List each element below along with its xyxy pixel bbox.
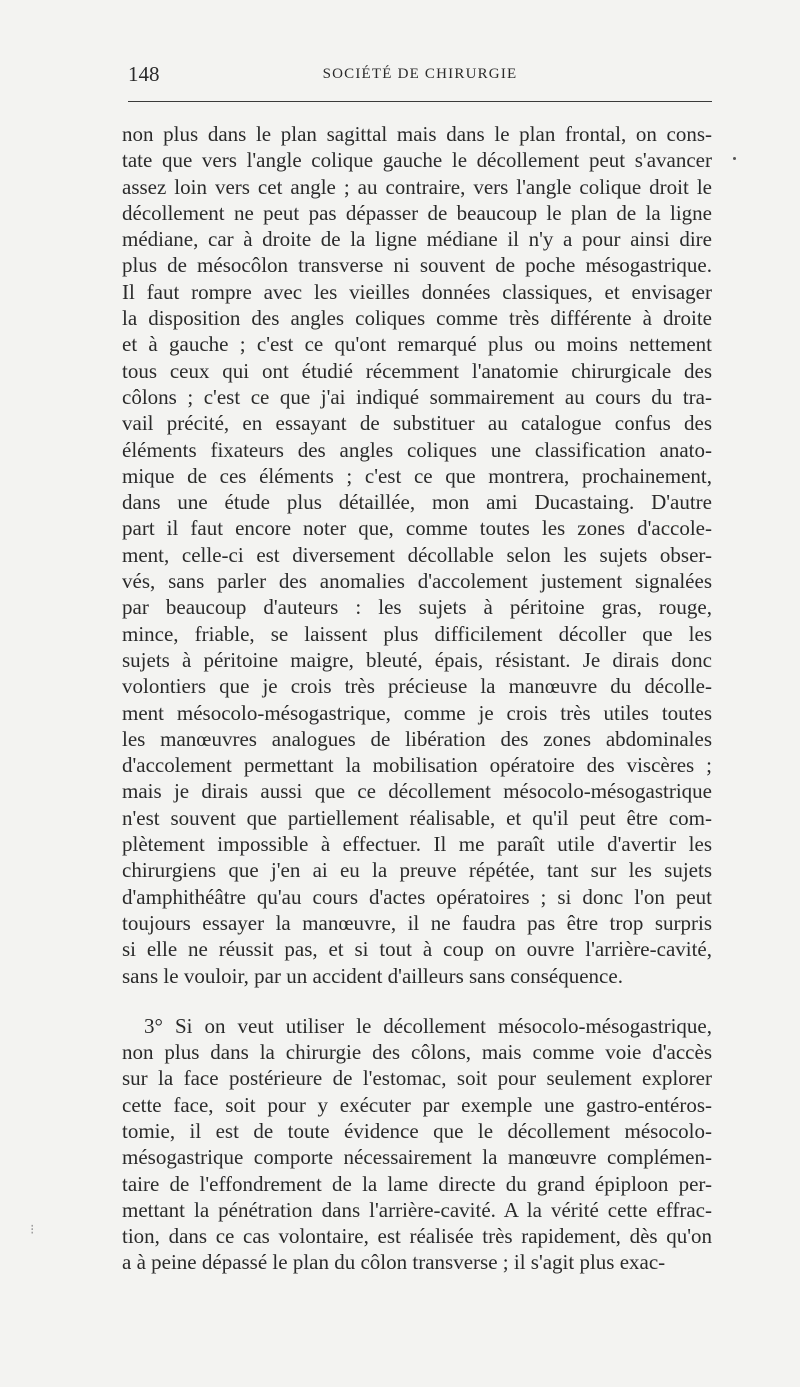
text-line: plus de mésocôlon transverse ni souvent de poche mésogastrique. [122, 253, 712, 278]
paragraph-1 [122, 121, 712, 989]
text-line: par beaucoup d'auteurs : les sujets à péritoine gras, rouge, [122, 595, 712, 620]
text-line: tion, dans ce cas volontaire, est réalisée très rapidement, dès qu'on [122, 1224, 712, 1249]
text-line: médiane, car à droite de la ligne médiane il n'y a pour ainsi dire [122, 227, 712, 252]
print-speck [733, 157, 736, 160]
text-line: la disposition des angles coliques comme très différente à droite [122, 306, 712, 331]
text-line: non plus dans le plan sagittal mais dans le plan frontal, on cons- [122, 122, 712, 146]
text-line: ment, celle-ci est diversement décollable selon les sujets obser- [122, 542, 712, 567]
text-line: cette face, soit pour y exécuter par exemple une gastro-entéros- [122, 1092, 712, 1117]
text-line: sujets à péritoine maigre, bleuté, épais, résistant. Je dirais donc [122, 647, 712, 672]
text-line: tomie, il est de toute évidence que le décollement mésocolo- [122, 1118, 712, 1143]
header-rule [128, 101, 712, 102]
text-line: d'amphithéâtre qu'au cours d'actes opératoires ; si donc l'on peut [122, 884, 712, 909]
text-line: les manœuvres analogues de libération des zones abdominales [122, 726, 712, 751]
text-line: si elle ne réussit pas, et si tout à coup on ouvre l'arrière-cavité, [122, 937, 712, 962]
text-line: Il faut rompre avec les vieilles données classiques, et envisager [122, 279, 712, 304]
text-line: et à gauche ; c'est ce qu'ont remarqué plus ou moins nettement [122, 332, 712, 357]
body-text [122, 121, 712, 1276]
text-line: a à peine dépassé le plan du côlon transverse ; il s'agit plus exac- [122, 1250, 666, 1275]
running-title: SOCIÉTÉ DE CHIRURGIE [322, 66, 518, 82]
text-line: dans une étude plus détaillée, mon ami Ducastaing. D'autre [122, 490, 712, 515]
text-line: n'est souvent que partiellement réalisable, et qu'il peut être com- [122, 805, 712, 830]
paragraph-2 [122, 1013, 712, 1276]
text-line: d'accolement permettant la mobilisation opératoire des viscères ; [122, 753, 712, 778]
margin-smudge: ⁝ [30, 1223, 35, 1238]
page-number: 148 [128, 62, 160, 86]
text-line: sur la face postérieure de l'estomac, soit pour seulement explorer [122, 1066, 712, 1091]
text-line: taire de l'effondrement de la lame directe du grand épiploon per- [122, 1171, 712, 1196]
text-line: mettant la pénétration dans l'arrière-cavité. A la vérité cette effrac- [122, 1197, 712, 1222]
text-line: côlons ; c'est ce que j'ai indiqué sommairement au cours du tra- [122, 384, 712, 409]
page-header [128, 60, 712, 90]
text-line: 3° Si on veut utiliser le décollement mésocolo-mésogastrique, [144, 1013, 712, 1038]
text-line: ment mésocolo-mésogastrique, comme je crois très utiles toutes [122, 700, 712, 725]
text-line: mique de ces éléments ; c'est ce que montrera, prochainement, [122, 463, 712, 488]
text-line: mince, friable, se laissent plus difficilement décoller que les [122, 621, 712, 646]
text-line: mais je dirais aussi que ce décollement mésocolo-mésogastrique [122, 779, 712, 804]
text-line: tous ceux qui ont étudié récemment l'anatomie chirurgicale des [122, 358, 712, 383]
text-line: assez loin vers cet angle ; au contraire, vers l'angle colique droit le [122, 174, 712, 199]
text-line: décollement ne peut pas dépasser de beaucoup le plan de la ligne [122, 200, 712, 225]
text-line: volontiers que je crois très précieuse la manœuvre du décolle- [122, 674, 712, 699]
text-line: part il faut encore noter que, comme toutes les zones d'accole- [122, 516, 712, 541]
text-line: vail précité, en essayant de substituer au catalogue confus des [122, 411, 712, 436]
text-line: plètement impossible à effectuer. Il me paraît utile d'avertir les [122, 832, 712, 857]
text-line: mésogastrique comporte nécessairement la manœuvre complémen- [122, 1145, 712, 1170]
text-line: toujours essayer la manœuvre, il ne faudra pas être trop surpris [122, 910, 712, 935]
text-line: sans le vouloir, par un accident d'ailleurs sans conséquence. [122, 963, 623, 988]
text-line: éléments fixateurs des angles coliques une classification anato- [122, 437, 712, 462]
text-line: tate que vers l'angle colique gauche le décollement peut s'avancer [122, 148, 712, 173]
text-line: vés, sans parler des anomalies d'accolement justement signalées [122, 569, 712, 594]
text-line: chirurgiens que j'en ai eu la preuve répétée, tant sur les sujets [122, 858, 712, 883]
text-line: non plus dans la chirurgie des côlons, mais comme voie d'accès [122, 1040, 712, 1065]
